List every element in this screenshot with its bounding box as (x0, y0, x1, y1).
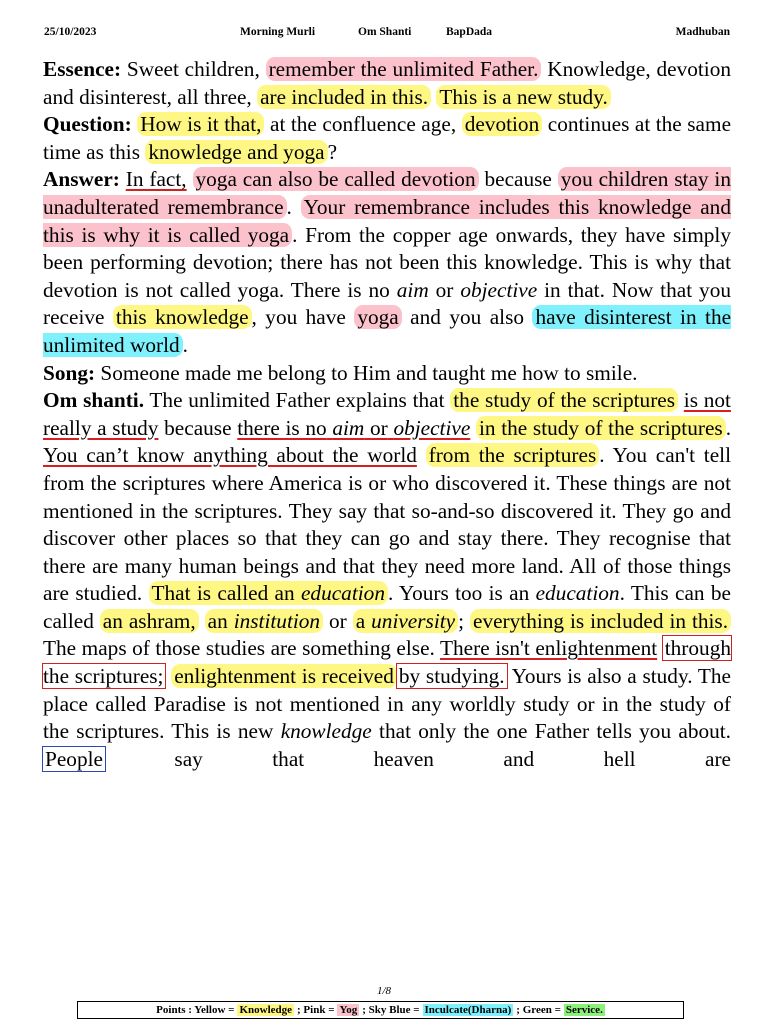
page-header (44, 26, 730, 42)
song-text: Someone made me belong to Him and taught me how to smile. (100, 360, 638, 385)
header-bapdada: BapDada (446, 26, 493, 38)
essence-label: Essence: (43, 57, 122, 81)
text: . (725, 415, 732, 440)
text: that only the one Father tells you about. (379, 719, 732, 744)
highlight-yellow: This is a new study. (436, 85, 610, 109)
highlight-yellow (353, 609, 458, 633)
legend-skyblue-swatch: Inculcate(Dharna) (424, 1004, 512, 1016)
highlight-pink: Your remembrance includes this knowledge and this is why it is called yoga (43, 194, 731, 247)
header-om-shanti: Om Shanti (358, 26, 412, 38)
text: ? (327, 139, 338, 164)
underline-red: You can’t know anything about the world (43, 443, 417, 468)
text: The maps of those studies are something else. (43, 636, 435, 661)
text: an (207, 608, 228, 633)
question-label: Question: (43, 112, 132, 137)
song-label: Song: (43, 360, 96, 385)
legend-text: ; Green = (516, 1004, 561, 1016)
highlight-yellow: knowledge and yoga (145, 140, 327, 164)
boxed-red: by studying. (398, 664, 505, 689)
legend-text: Points : Yellow = (156, 1004, 235, 1016)
italic-text: knowledge (280, 719, 372, 744)
legend-green-swatch: Service. (565, 1004, 603, 1016)
italic-text: education (300, 581, 385, 606)
header-murli: Morning Murli (240, 26, 316, 38)
highlight-pink: yoga can also be called devotion (193, 167, 479, 191)
text: because (484, 167, 552, 192)
text: The unlimited Father explains that (149, 388, 445, 413)
highlight-yellow: in the study of the scriptures (476, 416, 726, 440)
underline-red: In fact, (125, 167, 187, 192)
underline-red: is not really a study (43, 388, 731, 440)
legend-pink-swatch: Yog (339, 1004, 358, 1016)
italic-text: aim (332, 415, 365, 440)
italic-text: objective (393, 415, 471, 440)
text: or (435, 277, 454, 302)
song-paragraph (43, 360, 731, 388)
text: at the confluence age, (270, 112, 457, 137)
color-legend (77, 1001, 684, 1019)
legend-text: ; Pink = (297, 1004, 335, 1016)
text: . Yours too is an (387, 581, 530, 606)
text: in that. Now that you receive (43, 277, 731, 330)
text: and you also (410, 305, 525, 330)
text: That is called an (151, 581, 295, 606)
highlight-yellow: devotion (462, 112, 543, 136)
boxed-blue: People (45, 746, 103, 771)
answer-label: Answer: (43, 167, 120, 192)
murli-body (43, 56, 731, 773)
italic-text: university (371, 608, 456, 633)
highlight-pink: you children stay in unadulterated remembrance (43, 167, 731, 219)
text: . From the copper age onwards, they have simply been performing devotion; there has not been this knowledge. This is why that devotion is not called yoga. There is no (43, 222, 731, 302)
text: a (355, 608, 366, 633)
highlight-yellow: How is it that, (137, 112, 264, 136)
legend-text: ; Sky Blue = (362, 1004, 420, 1016)
text: because (164, 415, 232, 440)
highlight-yellow: from the scriptures (426, 443, 600, 467)
text: continues at the same time as this (43, 112, 732, 164)
text: , you have (251, 305, 346, 330)
text: or (370, 415, 388, 440)
text: Sweet children, (126, 57, 260, 81)
highlight-pink: yoga (354, 305, 401, 329)
highlight-yellow: enlightenment is received (171, 664, 397, 688)
highlight-yellow (205, 609, 323, 633)
underline-red (237, 416, 470, 440)
highlight-yellow: the study of the scriptures (450, 388, 678, 412)
italic-text: objective (460, 277, 538, 302)
highlight-yellow: everything is included in this. (470, 609, 731, 633)
highlight-yellow: an ashram, (100, 609, 199, 633)
text: there is no (237, 415, 327, 440)
highlight-skyblue: have disinterest in the unlimited world (43, 305, 732, 357)
highlight-yellow: this knowledge (113, 305, 252, 329)
page-number: 1/8 (376, 985, 392, 997)
underline-red: There isn't enlightenment (440, 636, 658, 661)
text: Knowledge, devotion and disinterest, all three, (43, 57, 732, 109)
italic-text: education (535, 581, 620, 606)
om-shanti-label: Om shanti. (43, 388, 145, 413)
om-shanti-paragraph (43, 387, 731, 773)
text: Yours is also a study. The place called Paradise is not mentioned in any worldly study or in the study of the scriptures. This is new (43, 664, 731, 744)
question-paragraph (43, 111, 731, 166)
boxed-red: through the scriptures; (43, 636, 731, 689)
legend-yellow-swatch: Knowledge (239, 1004, 293, 1016)
text: ; (458, 608, 465, 633)
text: or (329, 608, 347, 633)
header-date: 25/10/2023 (44, 26, 97, 38)
italic-text: aim (396, 277, 429, 302)
italic-text: institution (233, 608, 321, 633)
essence-paragraph (43, 56, 731, 111)
text: . This can be called (43, 581, 731, 633)
highlight-yellow (149, 581, 388, 605)
answer-paragraph (43, 166, 731, 359)
highlight-pink: remember the unlimited Father. (266, 57, 542, 81)
highlight-yellow: are included in this. (257, 85, 431, 109)
text: say that heaven and hell are (174, 746, 731, 771)
text: . (182, 332, 188, 357)
header-place: Madhuban (675, 26, 730, 38)
text: . You can't tell from the scriptures where America is or who discovered it. These things are not mentioned in the scriptures. They say that so-and-so discovered it. They go and discover other places so that they can go and stay there. They recognise that there are many human beings and that they need more land. All of those things are studied. (43, 443, 731, 606)
text: . (286, 194, 292, 219)
